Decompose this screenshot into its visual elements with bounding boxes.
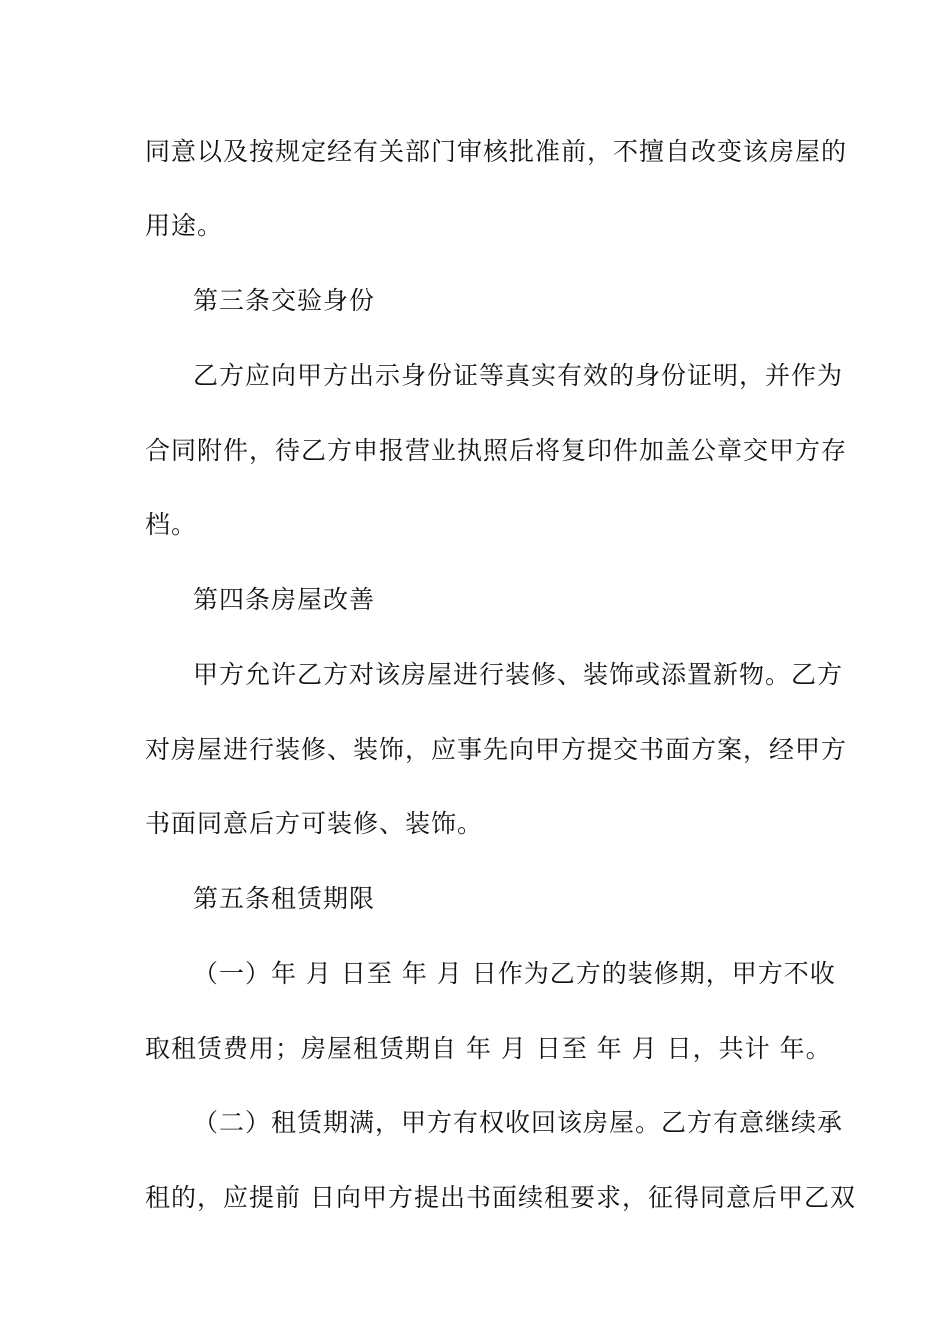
article-heading: 第四条房屋改善: [193, 585, 376, 614]
paragraph-line: （一）年 月 日至 年 月 日作为乙方的装修期，甲方不收: [193, 959, 836, 988]
paragraph-line: 档。: [145, 510, 198, 539]
paragraph-line: 对房屋进行装修、装饰，应事先向甲方提交书面方案，经甲方: [145, 735, 848, 764]
paragraph-line: 同意以及按规定经有关部门审核批准前，不擅自改变该房屋的: [145, 137, 848, 166]
paragraph-line: 取租赁费用；房屋租赁期自 年 月 日至 年 月 日，共计 年。: [145, 1034, 832, 1063]
paragraph-line: （二）租赁期满，甲方有权收回该房屋。乙方有意继续承: [193, 1108, 844, 1137]
paragraph-line: 租的，应提前 日向甲方提出书面续租要求，征得同意后甲乙双: [145, 1183, 856, 1212]
paragraph-line: 甲方允许乙方对该房屋进行装修、装饰或添置新物。乙方: [193, 660, 844, 689]
paragraph-line: 乙方应向甲方出示身份证等真实有效的身份证明，并作为: [193, 361, 844, 390]
paragraph-line: 用途。: [145, 211, 224, 240]
article-heading: 第五条租赁期限: [193, 884, 376, 913]
paragraph-line: 合同附件，待乙方申报营业执照后将复印件加盖公章交甲方存: [145, 436, 848, 465]
article-heading: 第三条交验身份: [193, 286, 376, 315]
paragraph-line: 书面同意后方可装修、装饰。: [145, 809, 484, 838]
